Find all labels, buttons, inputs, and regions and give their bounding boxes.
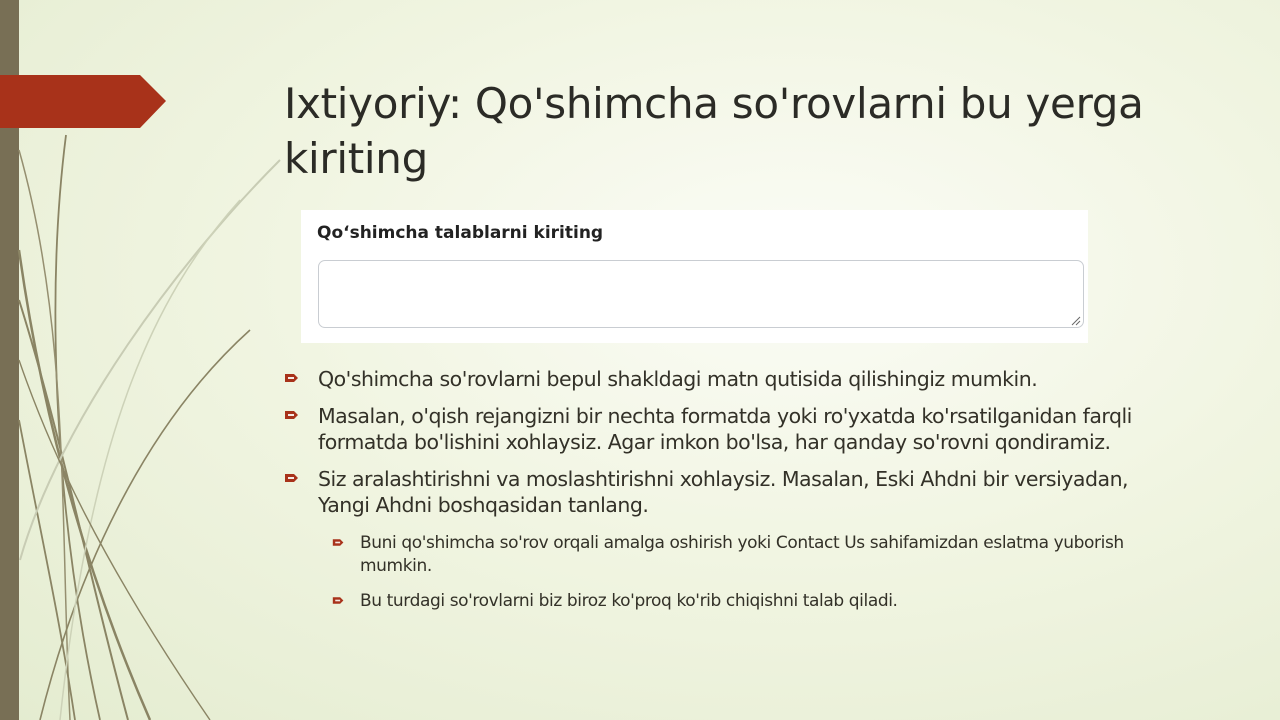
bullet-item (284, 366, 1184, 392)
slide-title: Ixtiyoriy: Qo'shimcha so'rovlarni bu yerga kiriting (284, 79, 1144, 183)
bullet-item (284, 466, 1184, 613)
form-screenshot-panel (301, 210, 1088, 343)
grass-stems-decoration (0, 0, 300, 720)
arrow-bullet-icon (284, 370, 300, 386)
resize-grip-icon[interactable] (1071, 316, 1081, 326)
bullet-item (284, 403, 1184, 455)
sub-bullet-item (318, 590, 1184, 613)
bullet-list (284, 366, 1184, 625)
sub-bullet-item (318, 532, 1184, 578)
arrow-bullet-icon (332, 594, 345, 607)
arrow-bullet-icon (332, 536, 345, 549)
red-arrow-banner (0, 75, 166, 128)
sub-bullet-list (318, 532, 1184, 613)
bullet-text: Qo'shimcha so'rovlarni bepul shakldagi matn qutisida qilishingiz mumkin. (318, 367, 1038, 391)
bullet-text: Masalan, o'qish rejangizni bir nechta formatda yoki ro'yxatda ko'rsatilganidan farqli formatda bo'lishini xohlaysiz. Agar imkon bo'lsa, har qanday so'rovni qondiramiz. (318, 404, 1132, 454)
form-label: Qo‘shimcha talablarni kiriting (317, 223, 604, 243)
sub-bullet-text: Bu turdagi so'rovlarni biz biroz ko'proq ko'rib chiqishni talab qiladi. (360, 591, 898, 611)
bullet-text: Siz aralashtirishni va moslashtirishni xohlaysiz. Masalan, Eski Ahdni bir versiyadan, Yangi Ahdni boshqasidan tanlang. (318, 467, 1129, 517)
additional-requirements-textarea[interactable] (318, 260, 1084, 328)
arrow-bullet-icon (284, 407, 300, 423)
arrow-bullet-icon (284, 470, 300, 486)
sub-bullet-text: Buni qo'shimcha so'rov orqali amalga oshirish yoki Contact Us sahifamizdan eslatma yuborish mumkin. (360, 533, 1124, 576)
